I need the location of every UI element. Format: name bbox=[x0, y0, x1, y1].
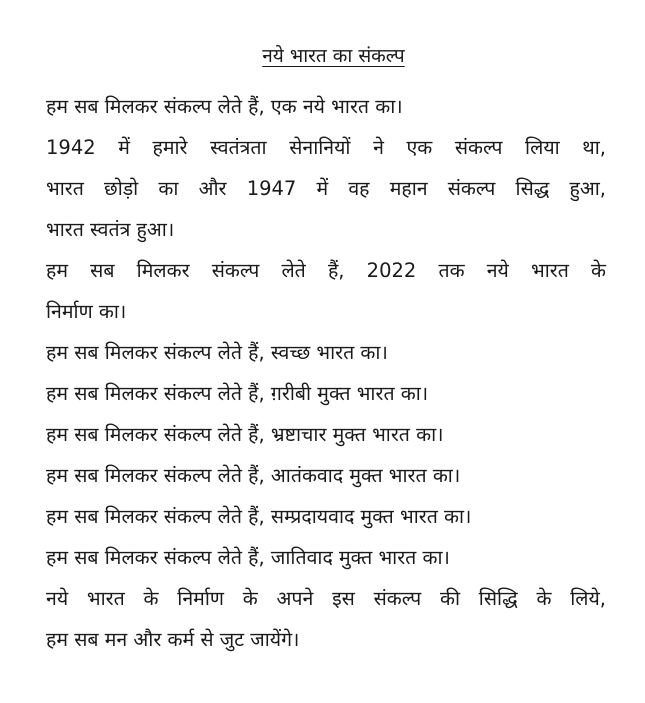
text-line: हम सब मिलकर संकल्प लेते हैं, 2022 तक नये भारत के bbox=[46, 259, 606, 282]
text-line: हम सब मिलकर संकल्प लेते हैं, आतंकवाद मुक्त भारत का। bbox=[46, 464, 461, 487]
text-line: निर्माण का। bbox=[46, 300, 127, 323]
text-line: भारत छोड़ो का और 1947 में वह महान संकल्प सिद्ध हुआ, bbox=[46, 177, 606, 200]
text-line: नये भारत के निर्माण के अपने इस संकल्प की सिद्धि के लिये, bbox=[46, 587, 606, 610]
text-line: हम सब मिलकर संकल्प लेते हैं, ग़रीबी मुक्त भारत का। bbox=[46, 382, 429, 405]
text-line: हम सब मिलकर संकल्प लेते हैं, सम्प्रदायवाद मुक्त भारत का। bbox=[46, 505, 472, 528]
text-line: हम सब मिलकर संकल्प लेते हैं, जातिवाद मुक्त भारत का। bbox=[46, 546, 450, 569]
text-line: हम सब मिलकर संकल्प लेते हैं, एक नये भारत का। bbox=[46, 95, 403, 118]
paragraph-3 bbox=[46, 250, 615, 332]
paragraph-9 bbox=[46, 537, 615, 578]
paragraph-6 bbox=[46, 414, 615, 455]
paragraph-2 bbox=[46, 127, 615, 250]
text-line: भारत स्वतंत्र हुआ। bbox=[46, 218, 175, 241]
text-line: हम सब मिलकर संकल्प लेते हैं, स्वच्छ भारत का। bbox=[46, 341, 388, 364]
page-title: नये भारत का संकल्प bbox=[262, 45, 405, 67]
paragraph-8 bbox=[46, 496, 615, 537]
paragraph-4 bbox=[46, 332, 615, 373]
text-line: हम सब मिलकर संकल्प लेते हैं, भ्रष्टाचार मुक्त भारत का। bbox=[46, 423, 444, 446]
text-line: 1942 में हमारे स्वतंत्रता सेनानियों ने एक संकल्प लिया था, bbox=[46, 136, 606, 159]
paragraph-7 bbox=[46, 455, 615, 496]
paragraph-10 bbox=[46, 578, 615, 660]
text-line: हम सब मन और कर्म से जुट जायेंगे। bbox=[46, 628, 300, 651]
paragraph-5 bbox=[46, 373, 615, 414]
paragraph-1 bbox=[46, 86, 615, 127]
